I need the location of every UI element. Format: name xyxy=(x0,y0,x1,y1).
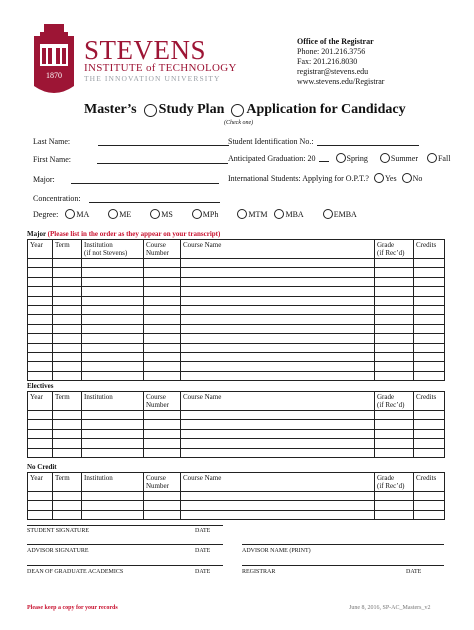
electives-table-cell[interactable] xyxy=(82,429,144,438)
advisor-name-line[interactable] xyxy=(242,544,444,545)
major-table-cell[interactable] xyxy=(181,352,375,361)
degree-label: Degree: xyxy=(33,209,59,219)
electives-table-cell[interactable] xyxy=(375,411,414,420)
title-study-plan: Study Plan xyxy=(158,102,225,117)
major-table-cell[interactable] xyxy=(28,334,53,343)
major-table-cell[interactable] xyxy=(144,268,181,277)
major-table-cell[interactable] xyxy=(82,296,144,305)
major-table-cell[interactable] xyxy=(181,259,375,268)
major-courses-table xyxy=(27,239,445,381)
student-signature-label: STUDENT SIGNATURE xyxy=(27,528,90,534)
degree-ma-label: MA xyxy=(76,209,90,219)
major-table-cell[interactable] xyxy=(28,277,53,286)
electives-table-cell[interactable] xyxy=(414,411,445,420)
major-table-cell[interactable] xyxy=(144,305,181,314)
major-table-cell[interactable] xyxy=(144,296,181,305)
major-table-cell[interactable] xyxy=(181,362,375,371)
brand-institute: INSTITUTE of TECHNOLOGY xyxy=(84,62,237,74)
major-table-cell[interactable] xyxy=(375,268,414,277)
major-table-cell[interactable] xyxy=(181,334,375,343)
major-header-cell: Credits xyxy=(414,240,445,259)
degree-me-label: ME xyxy=(119,209,132,219)
electives-header-cell: Year xyxy=(28,392,53,411)
opt-field xyxy=(228,173,426,183)
major-table-cell[interactable] xyxy=(375,287,414,296)
major-table-row xyxy=(28,287,445,296)
no-credit-section-label: No Credit xyxy=(27,463,57,471)
electives-table-cell[interactable] xyxy=(28,429,53,438)
svg-text:1870: 1870 xyxy=(46,71,62,80)
dean-date-label: DATE xyxy=(195,569,211,575)
major-table-cell[interactable] xyxy=(53,315,82,324)
spring-radio[interactable] xyxy=(336,153,346,163)
major-table-cell[interactable] xyxy=(28,343,53,352)
study-plan-radio[interactable] xyxy=(144,104,157,117)
no-credit-header-cell: Credits xyxy=(414,473,445,492)
major-table-cell[interactable] xyxy=(181,371,375,380)
degree-mtm-radio[interactable] xyxy=(237,209,247,219)
major-table-cell[interactable] xyxy=(375,277,414,286)
major-table-cell[interactable] xyxy=(82,352,144,361)
opt-no-label: No xyxy=(412,173,423,183)
summer-option[interactable] xyxy=(372,153,418,163)
major-table-cell[interactable] xyxy=(144,343,181,352)
degree-ms-option[interactable] xyxy=(145,209,173,219)
degree-emba-label: EMBA xyxy=(333,209,357,219)
major-table-cell[interactable] xyxy=(375,343,414,352)
major-table-cell[interactable] xyxy=(53,343,82,352)
major-field xyxy=(33,175,219,184)
major-section-label: Major xyxy=(27,230,46,238)
major-table-row xyxy=(28,259,445,268)
no-credit-courses-table xyxy=(27,472,445,520)
major-table-cell[interactable] xyxy=(181,277,375,286)
electives-table-cell[interactable] xyxy=(53,411,82,420)
major-table-cell[interactable] xyxy=(414,287,445,296)
electives-header-cell: Institution xyxy=(82,392,144,411)
degree-mph-radio[interactable] xyxy=(192,209,202,219)
electives-table-cell[interactable] xyxy=(375,448,414,457)
major-table-cell[interactable] xyxy=(414,343,445,352)
office-phone: Phone: 201.216.3756 xyxy=(297,47,366,56)
no-credit-table-cell[interactable] xyxy=(414,510,445,519)
last-name-label: Last Name: xyxy=(33,137,71,146)
electives-table-cell[interactable] xyxy=(375,439,414,448)
major-table-cell[interactable] xyxy=(82,268,144,277)
major-table-cell[interactable] xyxy=(53,352,82,361)
brand-name: STEVENS xyxy=(84,35,207,65)
electives-table-cell[interactable] xyxy=(28,420,53,429)
major-table-row xyxy=(28,268,445,277)
brand-wordmark xyxy=(84,35,264,84)
electives-table-row xyxy=(28,411,445,420)
major-table-header xyxy=(28,240,445,259)
no-credit-table-cell[interactable] xyxy=(28,510,53,519)
major-table-cell[interactable] xyxy=(28,352,53,361)
degree-mtm-label: MTM xyxy=(248,209,268,219)
degree-ms-label: MS xyxy=(161,209,173,219)
no-credit-header-cell: Course Number xyxy=(144,473,181,492)
major-table-cell[interactable] xyxy=(144,287,181,296)
major-table-cell[interactable] xyxy=(82,277,144,286)
no-credit-table-row xyxy=(28,510,445,519)
electives-table-cell[interactable] xyxy=(53,429,82,438)
no-credit-table-cell[interactable] xyxy=(375,501,414,510)
electives-table-cell[interactable] xyxy=(181,448,375,457)
major-table-cell[interactable] xyxy=(181,324,375,333)
major-section-note: (Please list in the order as they appear on your transcript) xyxy=(47,230,221,238)
major-table-row xyxy=(28,277,445,286)
electives-table-cell[interactable] xyxy=(414,429,445,438)
major-header-cell: Course Number xyxy=(144,240,181,259)
electives-header-cell: Credits xyxy=(414,392,445,411)
office-contact xyxy=(297,37,457,87)
degree-mtm-option[interactable] xyxy=(232,209,267,219)
advisor-name-label: ADVISOR NAME (PRINT) xyxy=(242,548,311,554)
electives-table-cell[interactable] xyxy=(53,420,82,429)
first-name-field xyxy=(33,155,228,164)
major-table-cell[interactable] xyxy=(414,334,445,343)
no-credit-table-cell[interactable] xyxy=(53,501,82,510)
major-table-cell[interactable] xyxy=(82,287,144,296)
major-table-cell[interactable] xyxy=(414,259,445,268)
major-table-row xyxy=(28,371,445,380)
stevens-seal-logo xyxy=(30,22,78,98)
advisor-signature-line[interactable] xyxy=(27,544,223,545)
electives-table-cell[interactable] xyxy=(144,411,181,420)
major-table-cell[interactable] xyxy=(53,324,82,333)
no-credit-table-cell[interactable] xyxy=(181,501,375,510)
major-table-cell[interactable] xyxy=(82,362,144,371)
degree-emba-option[interactable] xyxy=(318,209,357,219)
fall-label: Fall xyxy=(437,153,451,163)
electives-table-row xyxy=(28,439,445,448)
major-table-cell[interactable] xyxy=(375,371,414,380)
major-table-cell[interactable] xyxy=(82,305,144,314)
major-table-cell[interactable] xyxy=(375,352,414,361)
major-table-cell[interactable] xyxy=(414,371,445,380)
major-table-cell[interactable] xyxy=(181,268,375,277)
degree-ma-radio[interactable] xyxy=(65,209,75,219)
major-header-cell: Term xyxy=(53,240,82,259)
major-table-cell[interactable] xyxy=(414,324,445,333)
major-section-heading xyxy=(27,230,220,238)
electives-header-cell: Grade (if Rec’d) xyxy=(375,392,414,411)
major-table-cell[interactable] xyxy=(53,371,82,380)
electives-header-cell: Course Name xyxy=(181,392,375,411)
office-email: registrar@stevens.edu xyxy=(297,67,369,76)
major-header-cell: Grade (if Rec’d) xyxy=(375,240,414,259)
electives-table-cell[interactable] xyxy=(144,429,181,438)
major-table-cell[interactable] xyxy=(144,259,181,268)
student-date-label: DATE xyxy=(195,528,211,534)
major-table-row xyxy=(28,352,445,361)
concentration-field xyxy=(33,194,220,203)
last-name-input[interactable] xyxy=(98,138,229,146)
anticipated-graduation-label: Anticipated Graduation: 20 xyxy=(228,153,316,163)
no-credit-table-cell[interactable] xyxy=(181,492,375,501)
major-table-cell[interactable] xyxy=(375,334,414,343)
no-credit-table-cell[interactable] xyxy=(82,501,144,510)
major-table-cell[interactable] xyxy=(53,305,82,314)
student-signature-line[interactable] xyxy=(27,525,223,526)
major-table-cell[interactable] xyxy=(144,362,181,371)
no-credit-table-cell[interactable] xyxy=(28,501,53,510)
electives-table-cell[interactable] xyxy=(28,411,53,420)
major-table-cell[interactable] xyxy=(375,296,414,305)
electives-table-cell[interactable] xyxy=(28,439,53,448)
office-fax: Fax: 201.216.8030 xyxy=(297,57,358,66)
major-table-cell[interactable] xyxy=(144,334,181,343)
electives-courses-table xyxy=(27,391,445,458)
opt-no-option[interactable] xyxy=(401,173,423,183)
no-credit-header-cell: Course Name xyxy=(181,473,375,492)
major-table-row xyxy=(28,305,445,314)
title-masters: Master’s xyxy=(84,102,137,117)
major-header-cell: Year xyxy=(28,240,53,259)
major-label: Major: xyxy=(33,175,55,184)
major-table-cell[interactable] xyxy=(28,371,53,380)
degree-field xyxy=(33,209,361,219)
degree-me-option[interactable] xyxy=(103,209,131,219)
major-table-row xyxy=(28,362,445,371)
electives-header-cell: Term xyxy=(53,392,82,411)
fall-option[interactable] xyxy=(422,153,450,163)
major-table-cell[interactable] xyxy=(53,287,82,296)
student-id-label: Student Identification No.: xyxy=(228,137,314,146)
no-credit-header-cell: Grade (if Rec’d) xyxy=(375,473,414,492)
check-one-note: (Check one) xyxy=(224,120,254,126)
office-heading: Office of the Registrar xyxy=(297,37,374,46)
no-credit-table-cell[interactable] xyxy=(28,492,53,501)
no-credit-table-cell[interactable] xyxy=(53,510,82,519)
major-table-cell[interactable] xyxy=(28,259,53,268)
major-table-cell[interactable] xyxy=(28,287,53,296)
opt-no-radio[interactable] xyxy=(402,173,412,183)
no-credit-table-cell[interactable] xyxy=(82,492,144,501)
opt-yes-radio[interactable] xyxy=(374,173,384,183)
form-title xyxy=(84,102,406,118)
no-credit-table-cell[interactable] xyxy=(82,510,144,519)
major-table-cell[interactable] xyxy=(414,362,445,371)
summer-label: Summer xyxy=(390,153,418,163)
opt-yes-option[interactable] xyxy=(369,173,397,183)
major-table-cell[interactable] xyxy=(375,362,414,371)
no-credit-table-row xyxy=(28,501,445,510)
major-table-cell[interactable] xyxy=(53,362,82,371)
major-table-cell[interactable] xyxy=(28,324,53,333)
electives-header-cell: Course Number xyxy=(144,392,181,411)
major-table-cell[interactable] xyxy=(53,277,82,286)
major-table-cell[interactable] xyxy=(375,305,414,314)
opt-label: International Students: Applying for O.P.T.? xyxy=(228,173,369,183)
electives-table-cell[interactable] xyxy=(53,439,82,448)
major-table-cell[interactable] xyxy=(375,259,414,268)
major-table-cell[interactable] xyxy=(414,296,445,305)
registrar-date-label: DATE xyxy=(406,569,422,575)
no-credit-table-cell[interactable] xyxy=(144,492,181,501)
major-table-cell[interactable] xyxy=(414,315,445,324)
no-credit-table-row xyxy=(28,492,445,501)
no-credit-header-cell: Term xyxy=(53,473,82,492)
major-table-cell[interactable] xyxy=(144,352,181,361)
footer-version: June 8, 2016, SP-AC_Masters_v2 xyxy=(349,605,431,611)
major-table-cell[interactable] xyxy=(375,324,414,333)
fall-radio[interactable] xyxy=(427,153,437,163)
electives-table-cell[interactable] xyxy=(414,420,445,429)
registrar-label: REGISTRAR xyxy=(242,569,276,575)
spring-option[interactable] xyxy=(331,153,368,163)
electives-table-cell[interactable] xyxy=(28,448,53,457)
major-table-cell[interactable] xyxy=(181,315,375,324)
electives-section-label: Electives xyxy=(27,382,54,390)
major-table-cell[interactable] xyxy=(82,334,144,343)
major-table-cell[interactable] xyxy=(82,324,144,333)
major-table-cell[interactable] xyxy=(82,343,144,352)
major-input[interactable] xyxy=(71,176,219,184)
degree-ma-option[interactable] xyxy=(60,209,89,219)
major-table-cell[interactable] xyxy=(181,296,375,305)
major-header-cell: Institution (if not Stevens) xyxy=(82,240,144,259)
electives-table-cell[interactable] xyxy=(181,439,375,448)
student-id-input[interactable] xyxy=(317,138,419,146)
degree-ms-radio[interactable] xyxy=(150,209,160,219)
no-credit-header-cell: Year xyxy=(28,473,53,492)
anticipated-graduation-field xyxy=(228,153,454,163)
concentration-label: Concentration: xyxy=(33,194,81,203)
major-table-row xyxy=(28,334,445,343)
major-table-cell[interactable] xyxy=(144,324,181,333)
major-table-row xyxy=(28,296,445,305)
major-table-cell[interactable] xyxy=(28,305,53,314)
major-table-cell[interactable] xyxy=(414,305,445,314)
footer-note: Please keep a copy for your records xyxy=(27,605,118,611)
degree-mph-label: MPh xyxy=(202,209,219,219)
first-name-label: First Name: xyxy=(33,155,71,164)
electives-table-row xyxy=(28,448,445,457)
major-table-cell[interactable] xyxy=(375,315,414,324)
degree-mba-label: MBA xyxy=(285,209,304,219)
electives-table-cell[interactable] xyxy=(375,429,414,438)
advisor-date-label: DATE xyxy=(195,548,211,554)
major-table-cell[interactable] xyxy=(181,287,375,296)
degree-me-radio[interactable] xyxy=(108,209,118,219)
degree-mba-radio[interactable] xyxy=(274,209,284,219)
degree-mph-option[interactable] xyxy=(187,209,219,219)
electives-table-cell[interactable] xyxy=(82,411,144,420)
major-table-row xyxy=(28,324,445,333)
registrar-line[interactable] xyxy=(242,565,444,566)
electives-table-row xyxy=(28,420,445,429)
no-credit-table-cell[interactable] xyxy=(181,510,375,519)
electives-table-cell[interactable] xyxy=(53,448,82,457)
electives-table-cell[interactable] xyxy=(375,420,414,429)
no-credit-header-cell: Institution xyxy=(82,473,144,492)
major-table-cell[interactable] xyxy=(82,371,144,380)
electives-table-cell[interactable] xyxy=(181,420,375,429)
opt-yes-label: Yes xyxy=(384,173,397,183)
electives-table-cell[interactable] xyxy=(144,420,181,429)
major-table-cell[interactable] xyxy=(144,315,181,324)
no-credit-table-cell[interactable] xyxy=(414,492,445,501)
office-website: www.stevens.edu/Registrar xyxy=(297,77,385,86)
major-table-cell[interactable] xyxy=(414,268,445,277)
student-id-field xyxy=(228,137,419,146)
major-table-cell[interactable] xyxy=(53,296,82,305)
major-table-row xyxy=(28,343,445,352)
electives-table-cell[interactable] xyxy=(181,429,375,438)
electives-table-cell[interactable] xyxy=(82,420,144,429)
degree-mba-option[interactable] xyxy=(269,209,303,219)
last-name-field xyxy=(33,137,229,146)
major-table-row xyxy=(28,315,445,324)
dean-signature-line[interactable] xyxy=(27,565,223,566)
electives-table-header xyxy=(28,392,445,411)
advisor-signature-label: ADVISOR SIGNATURE xyxy=(27,548,89,554)
summer-radio[interactable] xyxy=(380,153,390,163)
major-table-cell[interactable] xyxy=(144,277,181,286)
major-header-cell: Course Name xyxy=(181,240,375,259)
graduation-year-input[interactable] xyxy=(319,154,329,162)
major-table-cell[interactable] xyxy=(53,268,82,277)
electives-table-cell[interactable] xyxy=(144,439,181,448)
no-credit-table-header xyxy=(28,473,445,492)
title-application: Application for Candidacy xyxy=(246,102,406,117)
major-table-cell[interactable] xyxy=(28,296,53,305)
no-credit-table-cell[interactable] xyxy=(144,501,181,510)
degree-emba-radio[interactable] xyxy=(323,209,333,219)
no-credit-table-cell[interactable] xyxy=(375,510,414,519)
major-table-cell[interactable] xyxy=(144,371,181,380)
dean-signature-label: DEAN OF GRADUATE ACADEMICS xyxy=(27,569,124,575)
no-credit-table-cell[interactable] xyxy=(414,501,445,510)
major-table-cell[interactable] xyxy=(53,334,82,343)
electives-table-row xyxy=(28,429,445,438)
no-credit-table-cell[interactable] xyxy=(375,492,414,501)
major-table-cell[interactable] xyxy=(181,343,375,352)
electives-table-cell[interactable] xyxy=(414,439,445,448)
electives-table-cell[interactable] xyxy=(181,411,375,420)
electives-table-cell[interactable] xyxy=(414,448,445,457)
electives-table-cell[interactable] xyxy=(144,448,181,457)
major-table-cell[interactable] xyxy=(28,362,53,371)
major-table-cell[interactable] xyxy=(181,305,375,314)
spring-label: Spring xyxy=(346,153,368,163)
major-table-cell[interactable] xyxy=(82,259,144,268)
major-table-cell[interactable] xyxy=(414,277,445,286)
major-table-cell[interactable] xyxy=(82,315,144,324)
no-credit-table-cell[interactable] xyxy=(144,510,181,519)
major-table-cell[interactable] xyxy=(53,259,82,268)
major-table-cell[interactable] xyxy=(28,268,53,277)
brand-tagline: THE INNOVATION UNIVERSITY xyxy=(84,74,221,83)
application-candidacy-radio[interactable] xyxy=(231,104,244,117)
electives-table-cell[interactable] xyxy=(82,439,144,448)
first-name-input[interactable] xyxy=(97,156,228,164)
electives-table-cell[interactable] xyxy=(82,448,144,457)
no-credit-table-cell[interactable] xyxy=(53,492,82,501)
concentration-input[interactable] xyxy=(89,195,220,203)
major-table-cell[interactable] xyxy=(28,315,53,324)
major-table-cell[interactable] xyxy=(414,352,445,361)
